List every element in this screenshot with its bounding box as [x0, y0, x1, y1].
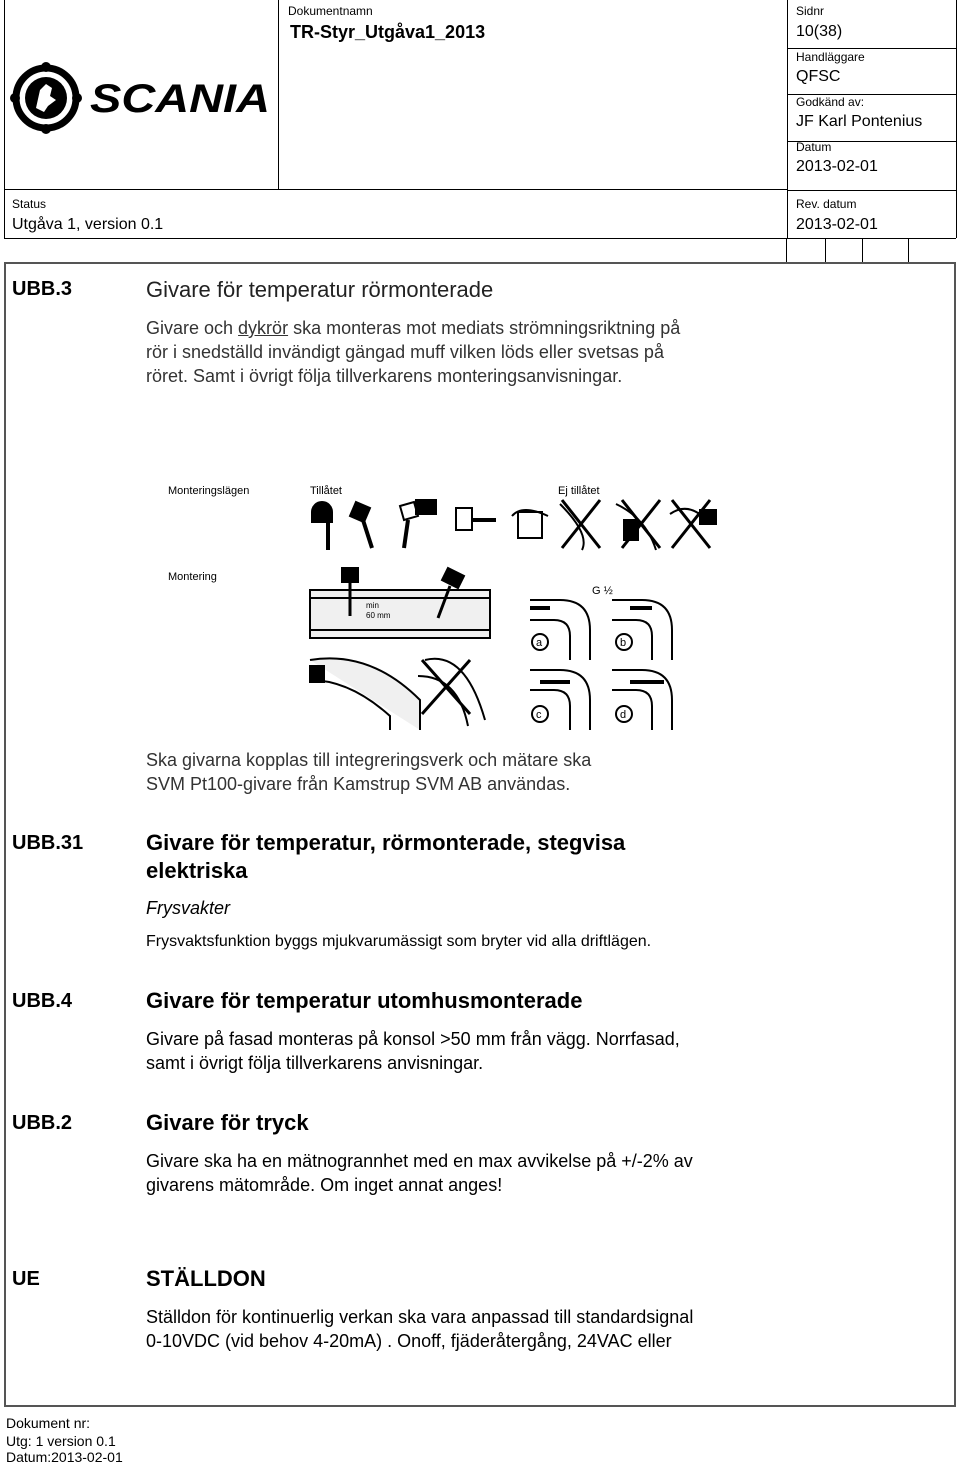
section-title: elektriska [146, 858, 248, 883]
section-text: Givare ska ha en mätnogrannhet med en max avvikelse på +/-2% av [146, 1151, 693, 1171]
svg-text:G ½: G ½ [592, 585, 613, 597]
svg-text:Tillåtet: Tillåtet [310, 485, 342, 497]
section-title: Givare för temperatur, rörmonterade, stegvisa [146, 830, 626, 855]
rev-label: Rev. datum [796, 197, 857, 211]
footer-version: Utg: 1 version 0.1 [6, 1433, 116, 1449]
svg-text:Montering: Montering [168, 571, 217, 583]
approved-label: Godkänd av: [796, 95, 865, 109]
doc-name-label: Dokumentnamn [288, 4, 373, 18]
section-text: 0-10VDC (vid behov 4-20mA) . Onoff, fjäderåtergång, 24VAC eller [146, 1331, 672, 1351]
scania-emblem-icon [10, 62, 272, 134]
svg-text:min: min [366, 601, 379, 610]
svg-text:c: c [536, 709, 542, 721]
section-code: UBB.4 [12, 990, 73, 1012]
svg-text:Monteringslägen: Monteringslägen [168, 485, 250, 497]
section-text: Ställdon för kontinuerlig verkan ska vara anpassad till standardsignal [146, 1307, 694, 1327]
section-code: UBB.3 [12, 278, 73, 300]
paragraph: Ska givarna kopplas till integreringsverk och mätare ska [146, 750, 592, 770]
date-value: 2013-02-01 [796, 158, 878, 175]
svg-text:60 mm: 60 mm [366, 611, 391, 620]
section-text: Givare och dykrör ska monteras mot mediats strömningsriktning på [146, 318, 681, 338]
section-text: samt i övrigt följa tillverkarens anvisningar. [146, 1053, 484, 1073]
section-text: Givare på fasad monteras på konsol >50 mm från vägg. Norrfasad, [146, 1029, 680, 1049]
elbow-diagrams [530, 600, 672, 730]
section-text: givarens mätområde. Om inget annat anges! [146, 1175, 503, 1195]
section-title: Givare för temperatur utomhusmonterade [146, 988, 583, 1013]
status-value: Utgåva 1, version 0.1 [12, 216, 164, 233]
svg-text:Ej tillåtet: Ej tillåtet [558, 485, 600, 497]
section-text: Frysvaktsfunktion byggs mjukvarumässigt som bryter vid alla driftlägen. [146, 933, 652, 950]
svg-text:d: d [620, 709, 627, 721]
mounting-figure [160, 470, 730, 735]
page-label: Sidnr [796, 4, 825, 18]
paragraph: SVM Pt100-givare från Kamstrup SVM AB användas. [146, 774, 571, 794]
svg-text:a: a [536, 637, 543, 649]
footer-date: Datum:2013-02-01 [6, 1449, 123, 1465]
doc-name: TR-Styr_Utgåva1_2013 [290, 22, 486, 42]
handler-label: Handläggare [796, 50, 865, 64]
rev-date: 2013-02-01 [796, 216, 878, 233]
section-text: röret. Samt i övrigt följa tillverkarens monteringsanvisningar. [146, 366, 623, 386]
mounting-pipe-diagrams [310, 568, 490, 730]
handler-value: QFSC [796, 68, 841, 85]
scania-logo [10, 62, 272, 134]
date-label: Datum [796, 140, 832, 154]
section-code: UBB.31 [12, 832, 84, 854]
section-subtitle: Frysvakter [146, 898, 231, 918]
page-number: 10(38) [796, 23, 843, 40]
status-label: Status [12, 197, 47, 211]
approved-value: JF Karl Pontenius [796, 113, 923, 130]
svg-text:b: b [620, 637, 627, 649]
section-text: rör i snedställd invändigt gängad muff vilken löds eller svetsas på [146, 342, 664, 362]
section-title: Givare för tryck [146, 1110, 309, 1135]
svg-text:SCANIA: SCANIA [90, 77, 270, 121]
not-allowed-sensor-icons [560, 500, 716, 550]
dykror-link[interactable]: dykrör [238, 318, 289, 338]
footer-doc-no: Dokument nr: [6, 1415, 91, 1431]
section-code: UBB.2 [12, 1112, 73, 1134]
section-code: UE [12, 1268, 40, 1290]
section-title: Givare för temperatur rörmonterade [146, 277, 494, 302]
allowed-sensor-icons [312, 500, 548, 550]
section-title: STÄLLDON [146, 1266, 266, 1291]
